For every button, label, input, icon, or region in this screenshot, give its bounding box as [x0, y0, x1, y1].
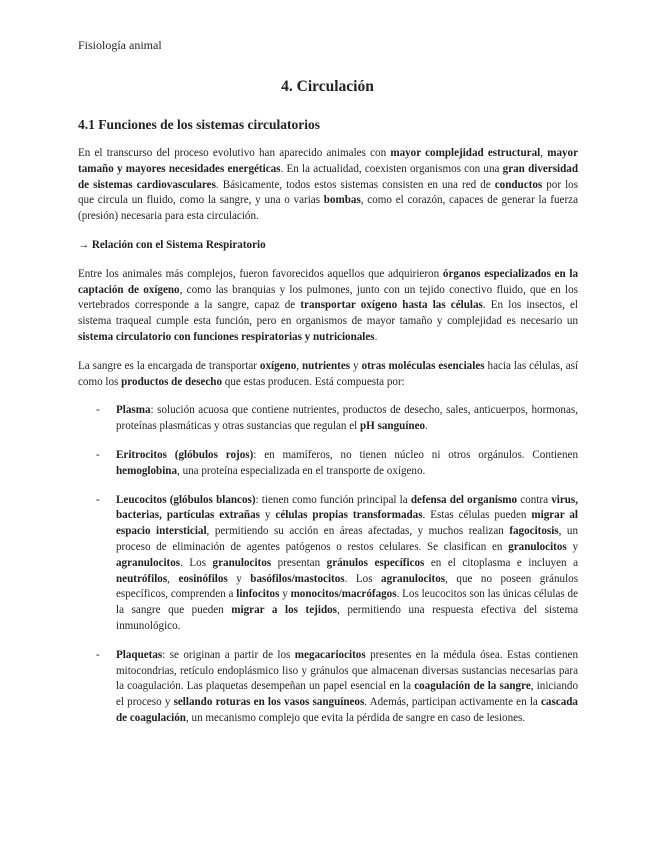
bold-term: basófilos/mastocitos — [250, 572, 345, 585]
bold-term: defensa del organismo — [410, 493, 518, 506]
list-item-text: Plasma: solución acuosa que contiene nutrientes, productos de desecho, sales, anticuerpos, hormonas, proteínas plasmáticas y otras sustancias que regulan el pH sanguíneo. — [116, 404, 578, 433]
list-item-platelets — [78, 648, 578, 727]
list-item-erythrocytes — [78, 448, 578, 480]
bold-term: Plaquetas — [116, 648, 163, 661]
bold-term: nutrientes — [302, 359, 351, 372]
bold-term: agranulocitos — [116, 556, 181, 569]
bold-term: Leucocitos (glóbulos blancos) — [116, 493, 256, 506]
bold-term: oxígeno — [259, 359, 297, 372]
list-bullet: - — [96, 448, 100, 461]
bold-term: Plasma — [116, 404, 151, 417]
bold-term: sistema circulatorio con funciones respiratorias y nutricionales — [78, 330, 375, 343]
running-header: Fisiología animal — [78, 38, 162, 52]
bold-term: otras moléculas esenciales — [361, 359, 485, 372]
bold-term: gránulos específicos — [326, 556, 425, 569]
bold-term: migrar al espacio intersticial — [116, 509, 579, 538]
bold-term: granulocitos — [212, 556, 272, 569]
bold-term: hemoglobina — [116, 464, 178, 477]
bold-term: agranulocitos — [381, 572, 446, 585]
bold-term: eosinófilos — [178, 572, 228, 585]
bold-term: transportar oxígeno hasta las células — [300, 299, 483, 312]
subheading: → Relación con el Sistema Respiratorio — [78, 238, 266, 251]
list-item-text: Leucocitos (glóbulos blancos): tienen como función principal la defensa del organismo contra virus, bacterias, partículas extrañas y células propias transformadas. Estas células pueden migrar al espacio intersticial, permitiendo su acción en áreas afectadas, y muchos realizan fagocitosis, un proceso de eliminación de agentes patógenos o restos celulares. Se clasifican en granulocitos y agranulocitos. Los granulocitos presentan gránulos específicos en el citoplasma e incluyen a neutrófilos, eosinófilos y basófilos/mastocitos. Los agranulocitos, que no poseen gránulos específicos, comprenden a linfocitos y monocitos/macrófagos. Los leucocitos son las únicas células de la sangre que pueden migrar a los tejidos, permitiendo una respuesta efectiva del sistema inmunológico. — [116, 493, 579, 632]
blood-components-list — [78, 403, 578, 726]
bold-term: bombas — [323, 194, 361, 207]
bold-term: sellando roturas en los vasos sanguíneos — [173, 696, 365, 709]
list-item-plasma — [78, 403, 578, 435]
bold-term: mayor complejidad estructural — [390, 147, 541, 159]
bold-term: megacariocitos — [294, 648, 366, 661]
document-body — [78, 146, 578, 740]
bold-term: pH sanguíneo — [360, 420, 426, 433]
bold-term: coagulación de la sangre — [414, 680, 531, 693]
bold-term: conductos — [494, 178, 543, 191]
bold-term: gran diversidad de sistemas cardiovasculares — [78, 162, 579, 191]
bold-term: virus, bacterias, partículas extrañas — [116, 493, 579, 522]
bold-term: productos de desecho — [121, 375, 223, 388]
blood-paragraph: La sangre es la encargada de transportar oxígeno, nutrientes y otras moléculas esenciales hacia las células, así como los productos de desecho que estas producen. Está compuesta por: — [78, 359, 579, 388]
list-item-leukocytes — [78, 493, 578, 635]
bold-term: Eritrocitos (glóbulos rojos) — [116, 448, 254, 461]
list-item-text: Eritrocitos (glóbulos rojos): en mamíferos, no tienen núcleo ni otros orgánulos. Contienen hemoglobina, una proteína especializada en el transporte de oxígeno. — [116, 448, 578, 477]
chapter-title: 4. Circulación — [281, 78, 374, 95]
bold-term: neutrófilos — [116, 572, 168, 585]
bold-term: fagocitosis — [509, 525, 559, 538]
section-title: 4.1 Funciones de los sistemas circulatorios — [78, 117, 320, 132]
bold-term: mayor tamaño y mayores necesidades energéticas — [78, 147, 579, 175]
respiratory-paragraph: Entre los animales más complejos, fueron favorecidos aquellos que adquirieron órganos especializados en la captación de oxígeno, como las branquias y los pulmones, junto con un tejido conectivo fluido, que en los vertebrados corresponde a la sangre, capaz de transportar oxígeno hasta las células. En los insectos, el sistema traqueal cumple esta función, pero en organismos de mayor tamaño y complejidad es necesario un sistema circulatorio con funciones respiratorias y nutricionales. — [78, 267, 578, 343]
bold-term: órganos especializados en la captación de oxígeno — [78, 267, 578, 296]
intro-paragraph: En el transcurso del proceso evolutivo han aparecido animales con mayor complejidad estructural, mayor tamaño y mayores necesidades energéticas. En la actualidad, coexisten organismos con una gran diversidad de sistemas cardiovasculares. Básicamente, todos estos sistemas consisten en una red de conductos por los que circula un fluido, como la sangre, y una o varias bombas, como el corazón, capaces de generar la fuerza (presión) necesaria para esta circulación. — [78, 147, 579, 223]
bold-term: monocitos/macrófagos — [290, 588, 397, 601]
list-bullet: - — [96, 493, 100, 506]
bold-term: migrar a los tejidos — [231, 604, 337, 617]
bold-term: células propias transformadas — [275, 509, 423, 522]
list-item-text: Plaquetas: se originan a partir de los megacariocitos presentes en la médula ósea. Estas contienen mitocondrias, retículo endoplásmico liso y gránulos que almacenan diversas sustancias necesarias para la coagulación. Las plaquetas desempeñan un papel esencial en la coagulación de la sangre, iniciando el proceso y sellando roturas en los vasos sanguíneos. Además, participan activamente en la cascada de coagulación, un mecanismo complejo que evita la pérdida de sangre en caso de lesiones. — [116, 648, 578, 724]
bold-term: linfocitos — [236, 588, 280, 601]
bold-term: cascada de coagulación — [116, 696, 578, 724]
list-bullet: - — [96, 648, 100, 661]
bold-term: granulocitos — [508, 540, 567, 553]
list-bullet: - — [96, 404, 100, 417]
